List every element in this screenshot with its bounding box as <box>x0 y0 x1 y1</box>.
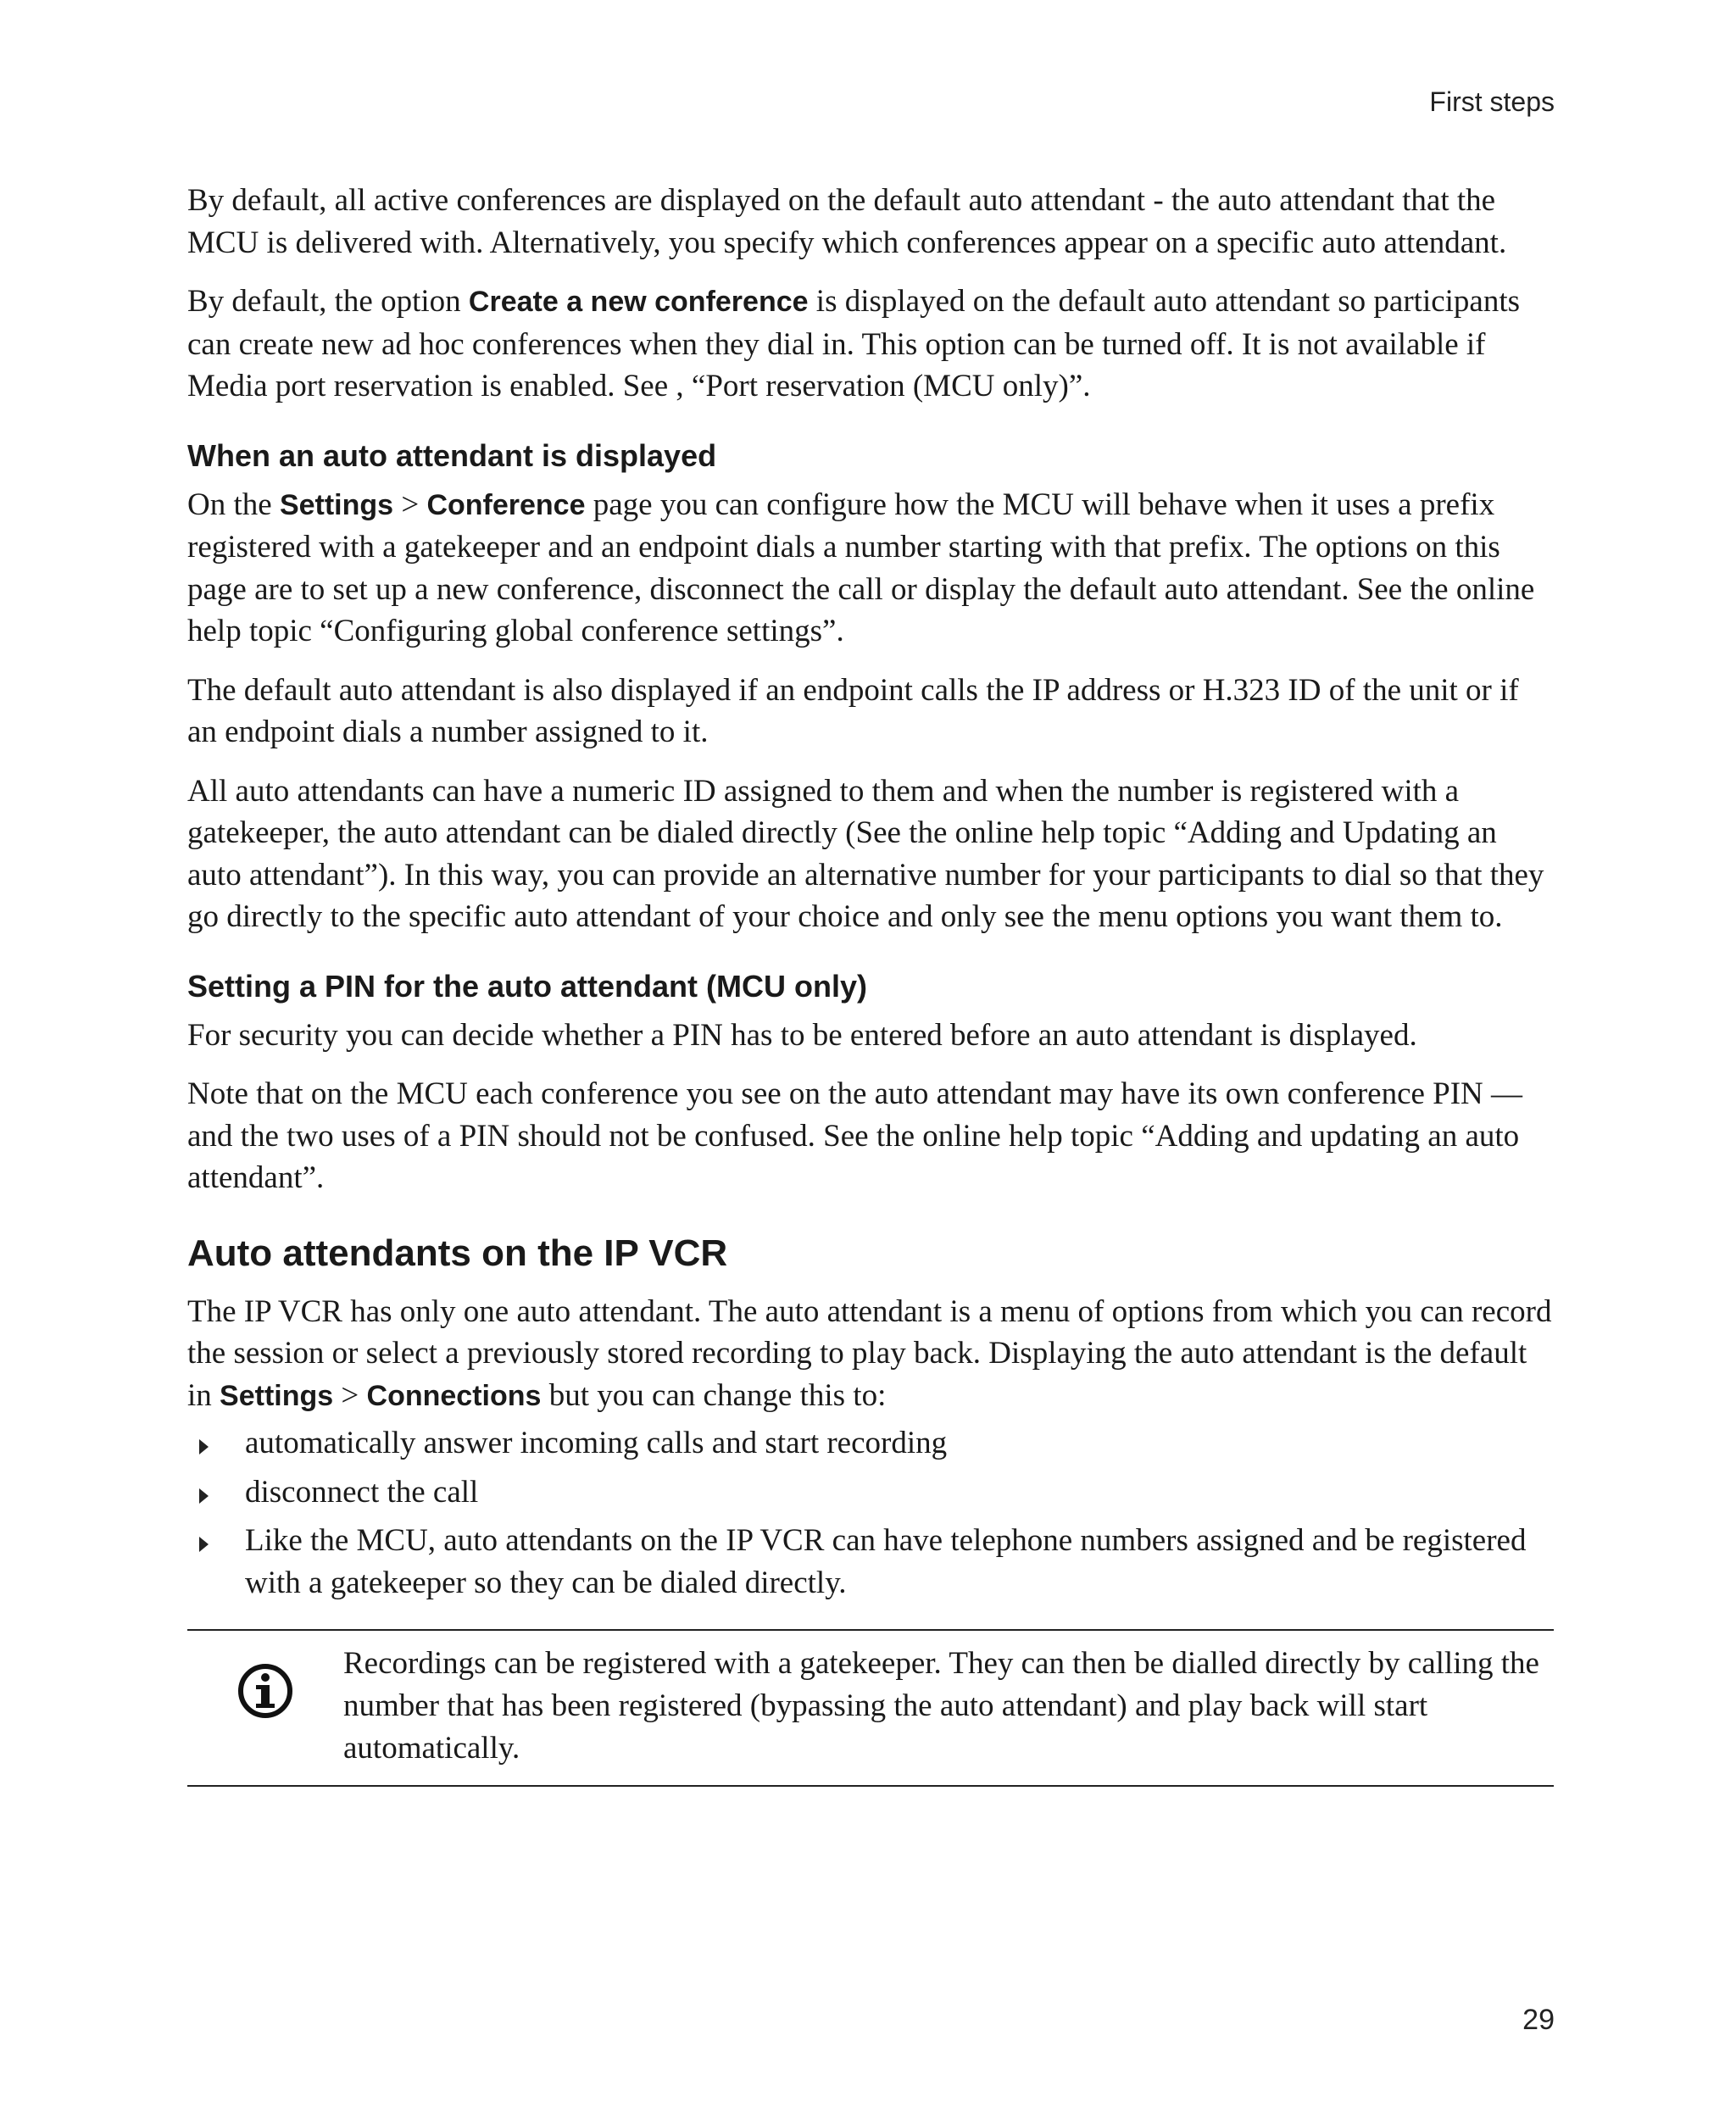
subheading-setting-pin: Setting a PIN for the auto attendant (MCU only) <box>187 968 867 1004</box>
menu-path-separator: > <box>393 487 427 522</box>
menu-path-connections: Connections <box>366 1379 542 1412</box>
vcr-paragraph-1 <box>187 1291 1554 1418</box>
pin-paragraph-2: Note that on the MCU each conference you see on the auto attendant may have its own conference PIN — and the two uses of a PIN should not be confused. See the online help topic “Adding and updating an auto attendant”. <box>187 1076 1523 1195</box>
text-run: By default, the option <box>187 284 469 319</box>
menu-path-separator: > <box>333 1377 367 1413</box>
intro-paragraph-1: By default, all active conferences are displayed on the default auto attendant - the auto attendant that the MCU is delivered with. Alternatively, you specify which conferences appear on a specific auto attendant. <box>187 183 1507 260</box>
info-icon <box>187 1643 343 1719</box>
displayed-paragraph-2: The default auto attendant is also displayed if an endpoint calls the IP address or H.323 ID of the unit or if an endpoint dials a number assigned to it. <box>187 672 1519 749</box>
note-text: Recordings can be registered with a gatekeeper. They can then be dialled directly by calling the number that has been registered (bypassing the auto attendant) and play back will start automatically. <box>343 1646 1539 1766</box>
list-item <box>187 1422 1554 1465</box>
list-item <box>187 1520 1554 1604</box>
option-name-create-conference: Create a new conference <box>468 286 809 318</box>
vcr-options-list <box>187 1422 1554 1604</box>
list-item-text: Like the MCU, auto attendants on the IP VCR can have telephone numbers assigned and be registered with a gatekeeper so they can be dialed directly. <box>245 1523 1527 1600</box>
subheading-when-displayed: When an auto attendant is displayed <box>187 437 717 473</box>
running-header: First steps <box>1429 86 1555 117</box>
text-run: but you can change this to: <box>541 1377 887 1413</box>
text-run: The IP VCR has only one auto attendant. The auto attendant is a menu of options from which you can record the session or select a previously stored recording to play back. Displaying the auto attendant is the default in <box>187 1293 1552 1413</box>
pin-paragraph-1: For security you can decide whether a PIN has to be entered before an auto attendant is displayed. <box>187 1017 1417 1053</box>
text-run: is displayed on the default auto attendant so participants can create new ad hoc conferences when they dial in. This option can be turned off. It is not available if Media port reservation is enabled. See , “Port reservation (MCU only)”. <box>187 284 1521 403</box>
info-note <box>187 1629 1554 1787</box>
triangle-right-icon <box>199 1537 209 1552</box>
menu-path-settings: Settings <box>279 488 394 521</box>
list-item-text: automatically answer incoming calls and start recording <box>245 1426 948 1460</box>
list-item-text: disconnect the call <box>245 1474 479 1510</box>
text-run: page you can configure how the MCU will behave when it uses a prefix registered with a gatekeeper and an endpoint dials a number starting with that prefix. The options on this page are to set up a new conference, disconnect the call or display the default auto attendant. See the online help topic “Configuring global conference settings”. <box>187 487 1535 648</box>
page-number: 29 <box>1522 2004 1555 2036</box>
intro-paragraph-2 <box>187 281 1554 408</box>
page-content <box>187 180 1554 1787</box>
text-run: On the <box>187 487 280 522</box>
triangle-right-icon <box>199 1488 209 1504</box>
list-item <box>187 1471 1554 1514</box>
menu-path-conference: Conference <box>426 488 586 521</box>
displayed-paragraph-3: All auto attendants can have a numeric ID assigned to them and when the number is registered with a gatekeeper, the auto attendant can be dialed directly (See the online help topic “Adding and Updating an auto attendant”). In this way, you can provide an alternative number for your participants to dial so that they go directly to the specific auto attendant of your choice and only see the menu options you want them to. <box>187 773 1544 934</box>
triangle-right-icon <box>199 1439 209 1454</box>
menu-path-settings: Settings <box>220 1379 334 1412</box>
section-heading-ip-vcr: Auto attendants on the IP VCR <box>187 1232 728 1274</box>
displayed-paragraph-1 <box>187 484 1554 653</box>
